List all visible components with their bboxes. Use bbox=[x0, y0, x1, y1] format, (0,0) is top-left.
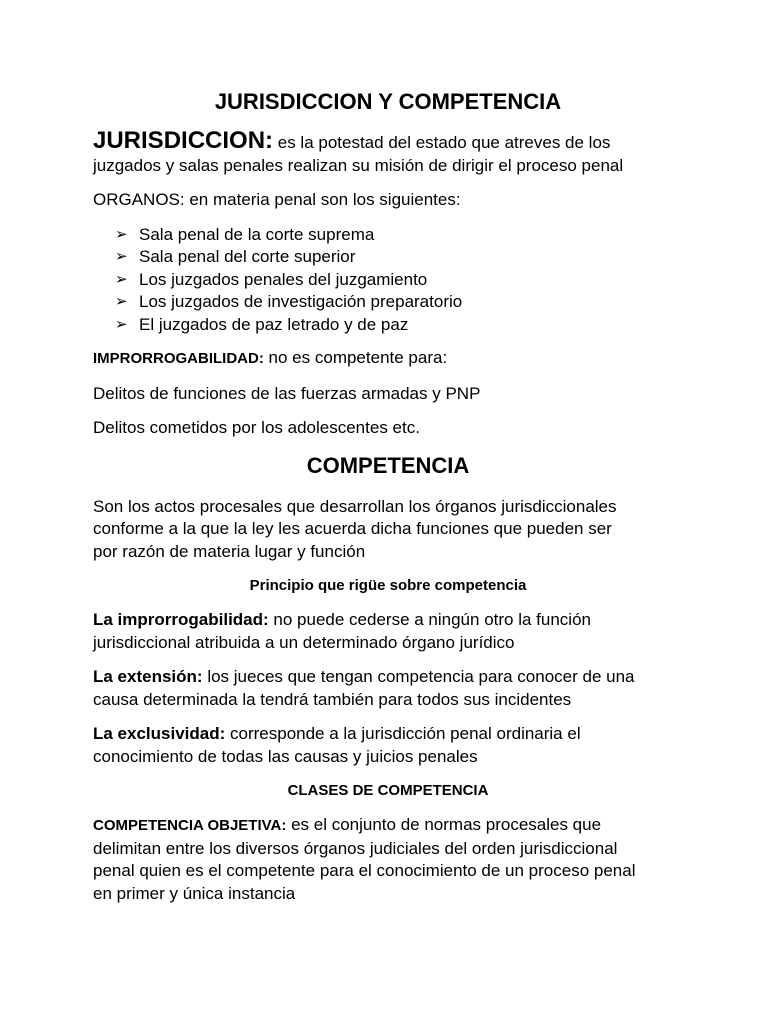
arrow-bullet-icon: ➢ bbox=[115, 293, 128, 310]
document-title: JURISDICCION Y COMPETENCIA bbox=[214, 89, 562, 114]
objetiva-paragraph: COMPETENCIA OBJETIVA: es el conjunto de normas procesales que delimitan entre los diversos órganos judiciales del orden jurisdiccional penal quien es el competente para el conocimiento de un proceso penal en primer y única instancia bbox=[93, 815, 636, 903]
principio-paragraph: La improrrogabilidad: no puede cederse a ningún otro la función jurisdiccional atribuida a un determinado órgano jurídico bbox=[93, 610, 591, 652]
jurisdiccion-text-a: es la potestad del estado que atreves de los bbox=[273, 133, 611, 152]
jurisdiccion-paragraph bbox=[93, 127, 683, 177]
delito-line: Delitos cometidos por los adolescentes etc. bbox=[93, 418, 420, 437]
arrow-bullet-icon: ➢ bbox=[115, 248, 128, 265]
jurisdiccion-text-b: juzgados y salas penales realizan su misión de dirigir el proceso penal bbox=[93, 155, 624, 175]
principio-heading: Principio que rigüe sobre competencia bbox=[249, 577, 527, 594]
improrrogabilidad-label: IMPRORROGABILIDAD: bbox=[93, 350, 264, 367]
arrow-bullet-icon: ➢ bbox=[115, 225, 128, 243]
clases-heading: CLASES DE COMPETENCIA bbox=[287, 782, 489, 799]
arrow-bullet-icon: ➢ bbox=[115, 270, 128, 288]
list-item: ➢ Sala penal del corte superior bbox=[115, 246, 683, 269]
organos-list bbox=[93, 224, 683, 337]
list-item: ➢ Los juzgados penales del juzgamiento bbox=[115, 269, 683, 292]
competencia-definition: Son los actos procesales que desarrollan los órganos jurisdiccionales conforme a la que la ley les acuerda dicha funciones que pueden ser por razón de materia lugar y función bbox=[93, 496, 617, 561]
arrow-bullet-icon: ➢ bbox=[115, 315, 128, 333]
organos-intro: ORGANOS: en materia penal son los siguientes: bbox=[93, 190, 461, 209]
list-item: ➢ El juzgados de paz letrado y de paz bbox=[115, 314, 683, 337]
list-item: ➢ Los juzgados de investigación preparatorio bbox=[115, 291, 683, 314]
list-item: ➢ Sala penal de la corte suprema bbox=[115, 224, 683, 247]
document-page bbox=[93, 88, 683, 917]
principio-paragraph: La exclusividad: corresponde a la jurisdicción penal ordinaria el conocimiento de todas las causas y juicios penales bbox=[93, 724, 581, 766]
principio-paragraph: La extensión: los jueces que tengan competencia para conocer de una causa determinada la tendrá también para todos sus incidentes bbox=[93, 667, 635, 709]
jurisdiccion-label: JURISDICCION: bbox=[93, 127, 274, 154]
improrrogabilidad-paragraph: IMPRORROGABILIDAD: no es competente para: bbox=[93, 348, 448, 367]
delito-line: Delitos de funciones de las fuerzas armadas y PNP bbox=[93, 383, 481, 403]
objetiva-label: COMPETENCIA OBJETIVA: bbox=[93, 817, 287, 834]
competencia-heading: COMPETENCIA bbox=[306, 452, 470, 478]
